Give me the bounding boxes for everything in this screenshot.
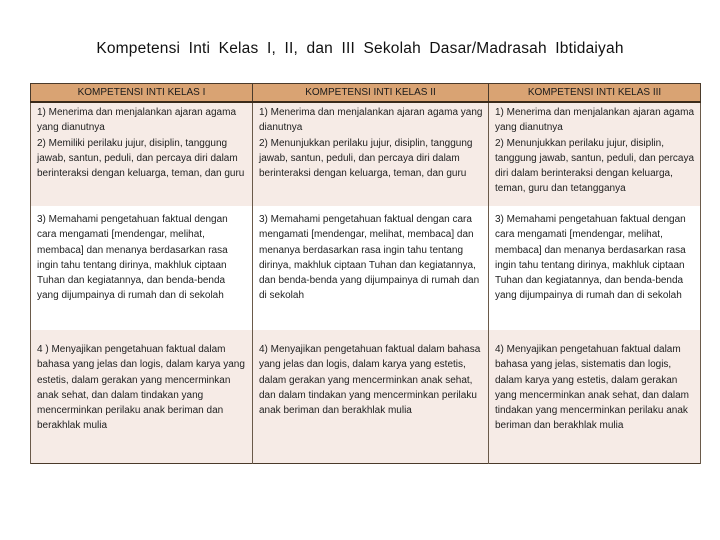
cell-kelas-2	[253, 206, 489, 330]
header-kelas-2: KOMPETENSI INTI KELAS II	[253, 84, 489, 103]
cell-text: 4) Menyajikan pengetahuan faktual dalam bahasa yang jelas, sistematis dan logis, dalam karya yang estetis, dalam gerakan yang mencerminkan anak sehat, dan dalam tindakan yang mencerminkan perilaku anak beriman dan berakhlak mulia	[495, 344, 692, 432]
table-row	[31, 102, 701, 206]
cell-kelas-3	[489, 102, 701, 206]
cell-kelas-1	[31, 206, 253, 330]
cell-kelas-2	[253, 102, 489, 206]
cell-text: 3) Memahami pengetahuan faktual dengan cara mengamati [mendengar, melihat, membaca] dan menanya berdasarkan rasa ingin tahu tentang dirinya, makhluk ciptaan Tuhan dan kegiatannya, dan benda-benda yang dijumpainya di rumah dan di sekolah	[259, 214, 482, 302]
table-row	[31, 330, 701, 464]
cell-text: 1) Menerima dan menjalankan ajaran agama yang dianutnya 2) Memiliki perilaku jujur, disiplin, tanggung jawab, santun, peduli, dan percaya diri dalam berinteraksi dengan keluarga, teman, dan guru	[37, 107, 245, 180]
cell-kelas-1	[31, 330, 253, 464]
table-row	[31, 206, 701, 330]
cell-text: 1) Menerima dan menjalankan ajaran agama yang dianutnya 2) Menunjukkan perilaku jujur, disiplin, tanggung jawab, santun, peduli, dan percaya diri dalam berinteraksi dengan keluarga, teman, dan guru	[259, 107, 483, 180]
header-row	[31, 84, 701, 103]
header-kelas-1: KOMPETENSI INTI KELAS I	[31, 84, 253, 103]
cell-text: 4) Menyajikan pengetahuan faktual dalam bahasa yang jelas dan logis, dalam karya yang estetis, dalam gerakan yang mencerminkan anak sehat, dan dalam tindakan yang mencerminkan perilaku anak beriman dan berakhlak mulia	[259, 344, 484, 417]
cell-text: 1) Menerima dan menjalankan ajaran agama yang dianutnya 2) Menunjukkan perilaku jujur, disiplin, tanggung jawab, santun, peduli, dan percaya diri dalam berinteraksi dengan keluarga, teman, guru dan tetangganya	[495, 107, 695, 195]
cell-kelas-3	[489, 330, 701, 464]
cell-text: 3) Memahami pengetahuan faktual dengan cara mengamati [mendengar, melihat, membaca] dan menanya berdasarkan rasa ingin tahu tentang dirinya, makhluk ciptaan Tuhan dan kegiatannya, dan benda-benda yang dijumpainya di rumah dan di sekolah	[37, 214, 231, 302]
cell-kelas-1	[31, 102, 253, 206]
cell-text: 3) Memahami pengetahuan faktual dengan cara mengamati [mendengar, melihat, membaca] dan menanya berdasarkan rasa ingin tahu tentang dirinya, makhluk ciptaan Tuhan dan kegiatannya, dan benda-benda yang dijumpainya di rumah dan di sekolah	[495, 214, 689, 302]
cell-kelas-3	[489, 206, 701, 330]
cell-kelas-2	[253, 330, 489, 464]
header-kelas-3: KOMPETENSI INTI KELAS III	[489, 84, 701, 103]
cell-text: 4 ) Menyajikan pengetahuan faktual dalam bahasa yang jelas dan logis, dalam karya yang estetis, dalam gerakan yang mencerminkan anak sehat, dan dalam tindakan yang mencerminkan perilaku anak beriman dan berakhlak mulia	[37, 344, 248, 432]
kompetensi-table	[30, 83, 701, 464]
page-title: Kompetensi Inti Kelas I, II, dan III Sekolah Dasar/Madrasah Ibtidaiyah	[96, 40, 624, 57]
